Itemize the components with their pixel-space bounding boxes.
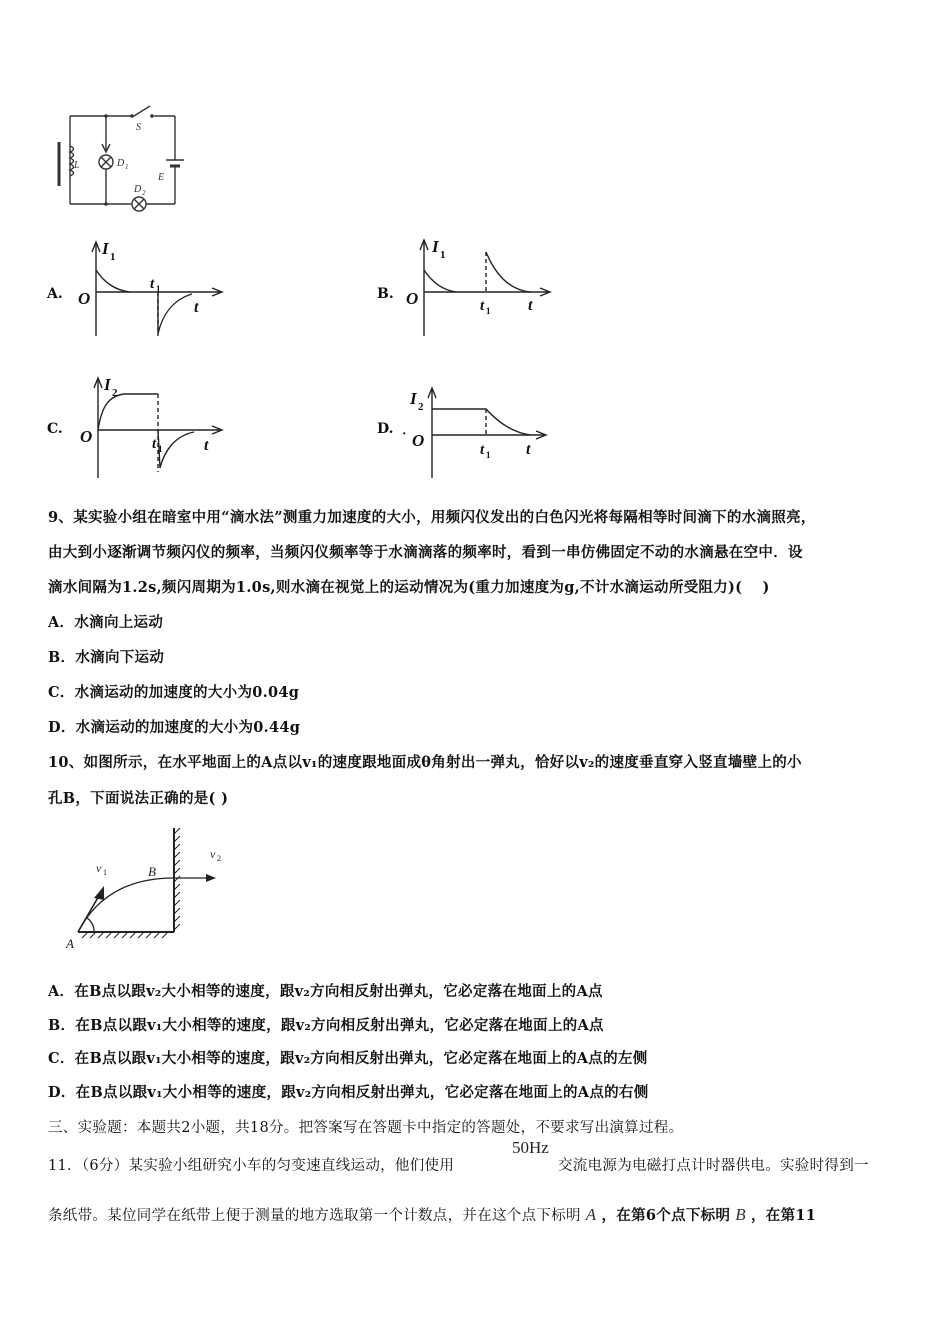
q8-d-y-sub: 2	[418, 401, 424, 413]
q8-d-origin: O	[412, 431, 425, 450]
point-a-label: A	[66, 936, 74, 951]
q8-option-a-label: A.	[47, 286, 63, 302]
lamp2-label: D	[134, 184, 142, 195]
q8-graph-d	[396, 380, 556, 480]
q11-line2a: 条纸带。某位同学在纸带上便于测量的地方选取第一个计数点，并在这个点下标明	[48, 1208, 581, 1224]
q8-c-y-label: I	[104, 375, 111, 394]
q9-option-d: D．水滴运动的加速度的大小为0.44g	[48, 719, 301, 736]
q8-c-t1-sub: 1	[158, 444, 163, 454]
q8-d-t1: t	[480, 442, 485, 458]
lamp2-sub: 2	[142, 189, 146, 197]
section3-heading: 三、实验题：本题共2小题，共18分。把答案写在答题卡中指定的答题处，不要求写出演算过程。	[48, 1120, 684, 1136]
lamp1-label: D	[117, 158, 125, 169]
circuit-diagram	[50, 100, 200, 220]
switch-label: S	[136, 122, 141, 133]
q8-b-y-sub: 1	[440, 249, 446, 261]
projectile-figure	[60, 822, 240, 952]
q8-c-t1: t	[152, 436, 157, 452]
q9-option-c: C．水滴运动的加速度的大小为0.04g	[48, 684, 300, 701]
q8-d-dot: ·	[402, 427, 407, 442]
q8-option-c-label: C.	[47, 421, 63, 437]
q11-line2c: ，在第11	[750, 1207, 817, 1224]
q10-option-d: D．在B点以跟v₁大小相等的速度，跟v₂方向相反射出弹丸，它必定落在地面上的A点的右侧	[48, 1084, 649, 1101]
q9-line-3: 滴水间隔为1.2s,频闪周期为1.0s,则水滴在视觉上的运动情况为(重力加速度为g,不计水滴运动所受阻力)( )	[48, 579, 770, 596]
q9-option-a: A．水滴向上运动	[48, 614, 164, 631]
q8-option-d-label: D.	[377, 421, 394, 437]
q8-d-y-label: I	[410, 389, 417, 408]
q8-graph-c	[70, 368, 230, 480]
q9-option-b: B．水滴向下运动	[48, 649, 165, 666]
inductor-label: L	[74, 160, 80, 171]
q8-c-y-sub: 2	[112, 387, 118, 399]
q8-b-t1: t	[480, 298, 485, 314]
q8-a-t1-sub: 1	[156, 284, 161, 294]
q11-symbol-b: B	[735, 1205, 746, 1224]
q10-line-1: 10、如图所示，在水平地面上的A点以v₁的速度跟地面成θ角射出一弹丸，恰好以v₂的速度垂直穿入竖直墙壁上的小	[48, 754, 802, 771]
q8-a-t1: t	[150, 276, 155, 292]
q11-line2	[48, 1204, 816, 1225]
v1-sub: 1	[103, 868, 107, 877]
v2-label: v	[210, 847, 216, 861]
q8-a-t-label: t	[194, 299, 199, 316]
v1-label: v	[96, 861, 102, 875]
q11-hz: 50Hz	[512, 1138, 549, 1157]
q11-line2b: ，在第6个点下标明	[601, 1207, 731, 1224]
q8-b-t-label: t	[528, 297, 533, 314]
q8-b-t1-sub: 1	[486, 306, 491, 316]
q10-line-2: 孔B，下面说法正确的是( )	[48, 790, 229, 807]
q10-option-c: C．在B点以跟v₁大小相等的速度，跟v₂方向相反射出弹丸，它必定落在地面上的A点的左侧	[48, 1050, 648, 1067]
q8-graph-b	[400, 232, 560, 342]
lamp1-sub: 1	[125, 163, 129, 171]
q9-line-1: 9、某实验小组在暗室中用“滴水法”测重力加速度的大小，用频闪仪发出的白色闪光将每隔相等时间滴下的水滴照亮，	[48, 509, 816, 526]
q8-c-t-label: t	[204, 437, 209, 454]
q8-a-y-label: I	[102, 239, 109, 258]
q10-option-a: A．在B点以跟v₂大小相等的速度，跟v₂方向相反射出弹丸，它必定落在地面上的A点	[48, 983, 603, 1000]
battery-label: E	[158, 172, 165, 183]
q8-option-b-label: B.	[377, 286, 394, 302]
q11-part1: 11．（6分）某实验小组研究小车的匀变速直线运动，他们使用	[48, 1158, 455, 1174]
q8-a-origin: O	[78, 289, 91, 308]
q10-option-b: B．在B点以跟v₁大小相等的速度，跟v₂方向相反射出弹丸，它必定落在地面上的A点	[48, 1017, 604, 1034]
q8-c-origin: O	[80, 427, 93, 446]
q8-graph-a	[70, 232, 230, 342]
q11-symbol-a: A	[585, 1205, 597, 1224]
q9-line-2: 由大到小逐渐调节频闪仪的频率，当频闪仪频率等于水滴滴落的频率时，看到一串仿佛固定不动的水滴悬在空中．设	[48, 544, 803, 561]
v2-sub: 2	[217, 854, 221, 863]
q8-d-t1-sub: 1	[486, 450, 491, 460]
q8-b-y-label: I	[432, 237, 439, 256]
q11-part2: 交流电源为电磁打点计时器供电。实验时得到一	[558, 1158, 869, 1174]
q8-b-origin: O	[406, 289, 419, 308]
q8-d-t-label: t	[526, 441, 531, 458]
q8-a-y-sub: 1	[110, 251, 116, 263]
point-b-label: B	[148, 864, 156, 879]
